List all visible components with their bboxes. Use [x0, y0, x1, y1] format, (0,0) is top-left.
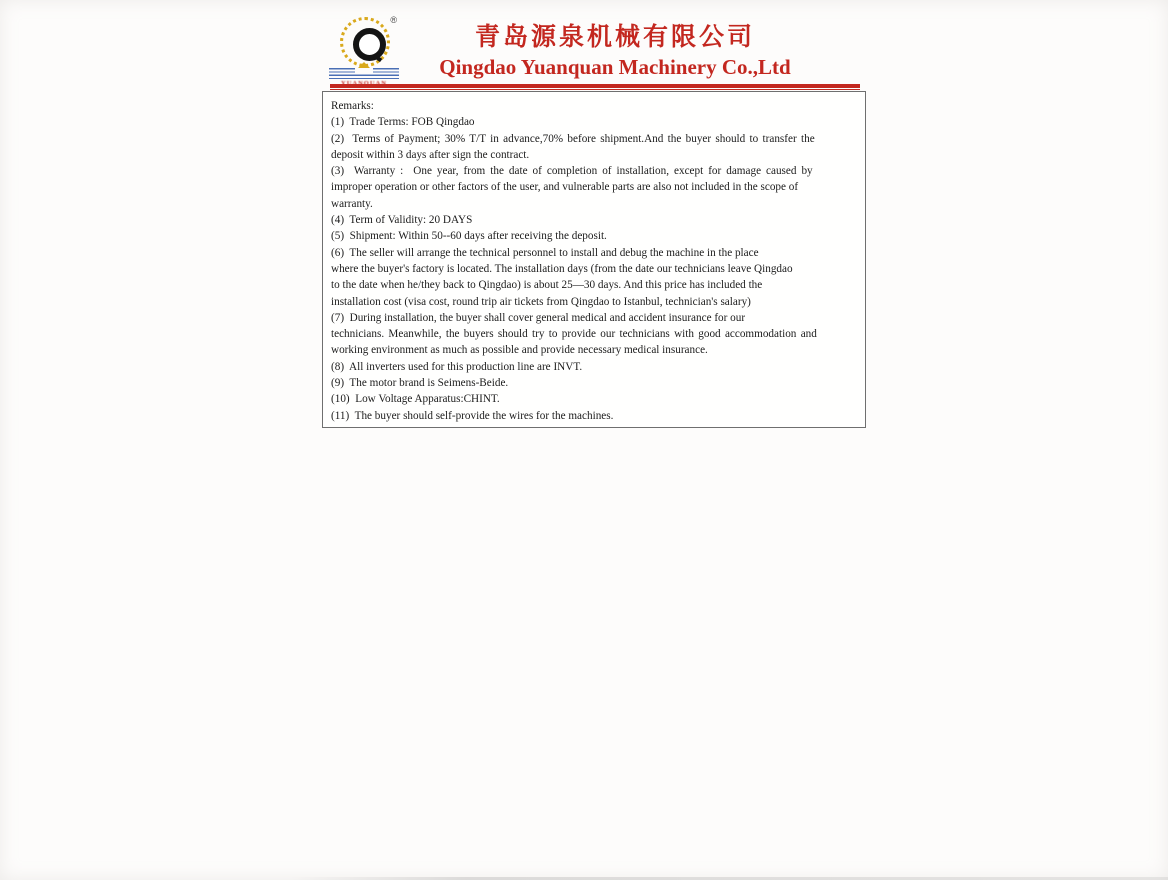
header-divider-thin-line: [330, 89, 860, 90]
remarks-line: installation cost (visa cost, round trip air tickets from Qingdao to Istanbul, technician's salary): [331, 295, 751, 308]
header-divider: [330, 84, 860, 90]
remarks-line: (9) The motor brand is Seimens-Beide.: [331, 377, 509, 390]
remarks-box: [322, 91, 866, 428]
remarks-line: where the buyer's factory is located. The installation days (from the date our technicians leave Qingdao: [331, 262, 793, 275]
remarks-line: (10) Low Voltage Apparatus:CHINT.: [331, 393, 500, 406]
remarks-line: deposit within 3 days after sign the contract.: [331, 148, 530, 161]
remarks-line: to the date when he/they back to Qingdao) is about 25—30 days. And this price has included the: [331, 279, 763, 292]
remarks-line: (1) Trade Terms: FOB Qingdao: [331, 116, 475, 129]
remarks-line: working environment as much as possible and provide necessary medical insurance.: [331, 344, 708, 357]
company-name-english: Qingdao Yuanquan Machinery Co.,Ltd: [439, 55, 791, 79]
remarks-line: technicians. Meanwhile, the buyers should try to provide our technicians with good accommodation and: [331, 328, 817, 341]
registered-trademark-icon: ®: [390, 15, 397, 25]
remarks-line: (7) During installation, the buyer shall cover general medical and accident insurance for our: [331, 311, 746, 324]
remarks-heading: Remarks:: [331, 100, 374, 112]
remarks-line: (11) The buyer should self-provide the wires for the machines.: [331, 409, 614, 422]
remarks-line: (3) Warranty : One year, from the date of completion of installation, except for damage caused by: [331, 165, 813, 178]
remarks-line: (8) All inverters used for this production line are INVT.: [331, 360, 583, 373]
letterhead: [380, 24, 850, 79]
remarks-line: (5) Shipment: Within 50--60 days after receiving the deposit.: [331, 230, 607, 243]
company-name-chinese: 青岛源泉机械有限公司: [474, 24, 755, 51]
remarks-line: improper operation or other factors of the user, and vulnerable parts are also not included in the scope of: [331, 181, 799, 194]
remarks-line: warranty.: [331, 197, 373, 210]
header-divider-thick-line: [330, 84, 860, 88]
remarks-line: (4) Term of Validity: 20 DAYS: [331, 214, 473, 227]
remarks-line: (6) The seller will arrange the technical personnel to install and debug the machine in the place: [331, 246, 759, 259]
remarks-line: (2) Terms of Payment; 30% T/T in advance,70% before shipment.And the buyer should to transfer the: [331, 132, 815, 145]
